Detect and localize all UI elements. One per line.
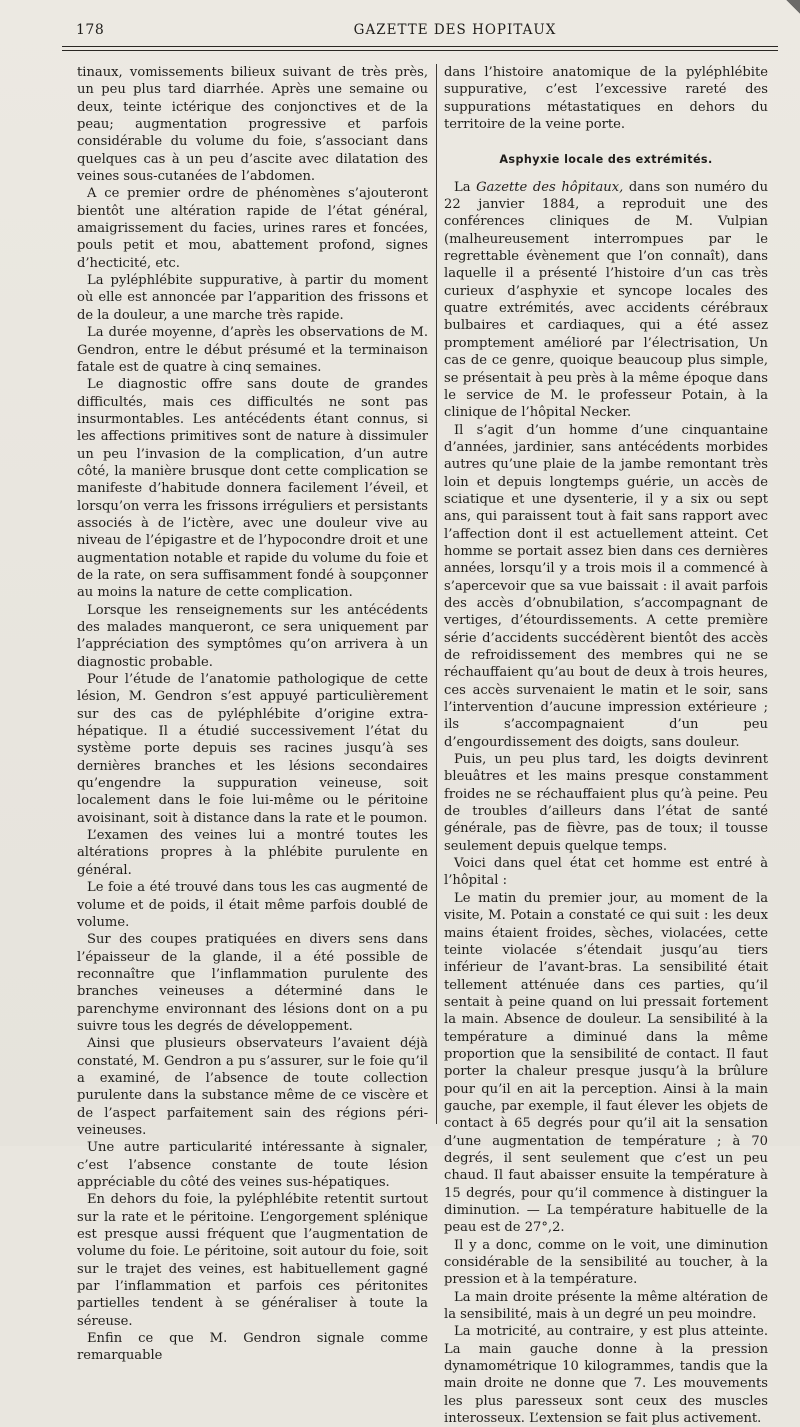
paragraph: Il s’agit d’un homme d’une cinquantaine d’années, jardinier, sans antécédents morbides autres qu’une plaie de la jambe remontant très loin et depuis longtemps guérie, un accès de sciatique et une dysenterie, il y a six ou sept ans, qui paraissent tout à fait sans rapport avec l’affection dont il est actuellement atteint. Cet homme se portait assez bien dans ces dernières années, lorsqu’il y a trois mois il a commencé à s’apercevoir que sa vue baissait : il avait parfois des accès d’obnubilation, s’accompagnant de vertiges, d’étourdissements. A cette première série d’accidents succédèrent bientôt des accès de refroidissement des membres qui ne se réchauffaient qu’au bout de deux à trois heures, ces accès survenaient le matin et le soir, sans l’intervention d’aucune impression extérieure ; ils s’accompagnaient d’un peu d’engourdissement des doigts, sans douleur. bbox=[444, 422, 768, 750]
text-run: La bbox=[454, 179, 477, 195]
journal-name-italic: Gazette des hôpitaux, bbox=[476, 179, 624, 195]
paragraph: La main droite présente la même altération de la sensibilité, mais à un degré un peu moindre. bbox=[444, 1289, 768, 1323]
paragraph: Le diagnostic offre sans doute de grandes difficultés, mais ces difficultés ne sont pas insurmontables. Les antécédents étant connus, si les affections primitives sont de nature à dissimuler un peu l’invasion de la complication, d’un autre côté, la manière brusque dont cette complication se manifeste d’habitude donnera facilement l’éveil, et lorsqu’on verra les frissons irréguliers et persistants associés à de l’ictère, avec une douleur vive au niveau de l’épigastre et de l’hypocondre droit et une augmentation notable et rapide du volume du foie et de la rate, on sera suffisamment fondé à soupçonner au moins la nature de cette complication. bbox=[77, 377, 428, 601]
section-title: Asphyxie locale des extrémités. bbox=[499, 153, 713, 167]
paragraph: La pyléphlébite suppurative, à partir du moment où elle est annoncée par l’apparition des frissons et de la douleur, a une marche très rapide. bbox=[77, 273, 428, 323]
paragraph: Ainsi que plusieurs observateurs l’avaient déjà constaté, M. Gendron a pu s’assurer, sur le foie qu’il a examiné, de l’absence de toute collection purulente dans la substance même de ce viscère et de l’aspect parfaitement sain des régions péri-veineuses. bbox=[77, 1036, 428, 1138]
paragraph: L’examen des veines lui a montré toutes les altérations propres à la phlébite purulente en général. bbox=[77, 828, 428, 878]
paragraph: Sur des coupes pratiquées en divers sens dans l’épaisseur de la glande, il a été possible de reconnaître que l’inflammation purulente des branches veineuses a déterminé dans le parenchyme environnant des lésions dont on a pu suivre tous les degrés de développement. bbox=[77, 932, 428, 1034]
text-run: dans son numéro du 22 janvier 1884, a reproduit une des conférences cliniques de M. Vulpian (malheureusement interrompues par le regrettable évènement que l’on connaît), dans laquelle il a présenté l’histoire d’un cas très curieux d’asphyxie et syncope locales des quatre extrémités, avec accidents cérébraux bulbaires et cardiaques, qui a été assez promptement amélioré par l’électrisation, Un cas de ce genre, quoique beaucoup plus simple, se présentait à peu près à la même époque dans le service de M. le professeur Potain, à la clinique de l’hôpital Necker. bbox=[444, 179, 769, 421]
paragraph: En dehors du foie, la pyléphlébite retentit surtout sur la rate et le péritoine. L’engorgement splénique est presque aussi fréquent que l’augmentation de volume du foie. Le péritoine, soit autour du foie, soit sur le trajet des veines, est habituellement gagné par l’inflammation et parfois ces péritonites partielles tendent à se généraliser à toute la séreuse. bbox=[77, 1192, 428, 1329]
page-corner-mark bbox=[786, 0, 800, 14]
paragraph: Le matin du premier jour, au moment de la visite, M. Potain a constaté ce qui suit : les deux mains étaient froides, sèches, violacées, cette teinte violacée s’étendait jusqu’au tiers inférieur de l’avant-bras. La sensibilité était tellement atténuée dans ces parties, qu’il sentait à peine quand on lui pressait fortement la main. Absence de douleur. La sensibilité à la température a diminué dans la même proportion que la sensibilité de contact. Il faut porter la chaleur presque jusqu’à la brûlure pour qu’il en ait la perception. Ainsi à la main gauche, par exemple, il faut élever les objets de contact à 65 degrés pour qu’il ait la sensation d’une augmentation de température ; à 70 degrés, il sent seulement que c’est un peu chaud. Il faut abaisser ensuite la température à 15 degrés, pour qu’il commence à distinguer la diminution. — La température habituelle de la peau est de 27°,2. bbox=[444, 890, 768, 1236]
right-column bbox=[444, 64, 769, 1427]
running-title: GAZETTE DES HOPITAUX bbox=[353, 22, 557, 38]
paragraph: A ce premier ordre de phénomènes s’ajouteront bientôt une altération rapide de l’état général, amaigrissement du facies, urines rares et foncées, pouls petit et mou, abattement profond, signes d’hecticité, etc. bbox=[77, 186, 428, 271]
paragraph: Lorsque les renseignements sur les antécédents des malades manqueront, ce sera uniquement par l’appréciation des symptômes qu’on arrivera à un diagnostic probable. bbox=[77, 602, 428, 670]
paragraph: La durée moyenne, d’après les observations de M. Gendron, entre le début présumé et la terminaison fatale est de quatre à cinq semaines. bbox=[77, 325, 428, 375]
paragraph bbox=[444, 179, 768, 422]
paragraph: Une autre particularité intéressante à signaler, c’est l’absence constante de toute lésion appréciable du côté des veines sus-hépatiques. bbox=[77, 1140, 428, 1190]
header-rule-bottom bbox=[62, 50, 778, 51]
page-header bbox=[62, 18, 778, 58]
paragraph: Enfin ce que M. Gendron signale comme remarquable bbox=[77, 1331, 428, 1364]
header-rule-top bbox=[62, 46, 778, 47]
paragraph: Voici dans quel état cet homme est entré à l’hôpital : bbox=[444, 856, 768, 889]
paragraph: Il y a donc, comme on le voit, une diminution considérable de la sensibilité au toucher, à la pression et à la température. bbox=[444, 1237, 768, 1288]
left-column bbox=[77, 64, 428, 1364]
column-divider bbox=[436, 64, 437, 1124]
page-number: 178 bbox=[76, 22, 105, 38]
paragraph: Puis, un peu plus tard, les doigts devinrent bleuâtres et les mains presque constamment froides ne se réchauffaient plus qu’à peine. Peu de troubles d’ailleurs dans l’état de santé générale, pas de fièvre, pas de toux; il tousse seulement depuis quelque temps. bbox=[444, 752, 768, 854]
paragraph: tinaux, vomissements bilieux suivant de très près, un peu plus tard diarrhée. Après une semaine ou deux, teinte ictérique des conjonctives et de la peau; augmentation progressive et parfois considérable du volume du foie, s’associant dans quelques cas à un peu d’ascite avec dilatation des veines sous-cutanées de l’abdomen. bbox=[77, 65, 428, 185]
paragraph: Le foie a été trouvé dans tous les cas augmenté de volume et de poids, il était même parfois doublé de volume. bbox=[77, 880, 428, 930]
paragraph: dans l’histoire anatomique de la pyléphlébite suppurative, c’est l’excessive rareté des suppurations métastatiques en dehors du territoire de la veine porte. bbox=[444, 65, 768, 133]
paragraph: Pour l’étude de l’anatomie pathologique de cette lésion, M. Gendron s’est appuyé particulièrement sur des cas de pyléphlébite d’origine extra-hépatique. Il a étudié successivement l’état du système porte depuis ses racines jusqu’à ses dernières branches et les lésions secondaires qu’engendre la suppuration veineuse, soit localement dans le foie lui-même ou le péritoine avoisinant, soit à distance dans la rate et le poumon. bbox=[77, 672, 428, 826]
paragraph: La motricité, au contraire, y est plus atteinte. La main gauche donne à la pression dynamométrique 10 kilogrammes, tandis que la main droite ne donne que 7. Les mouvements les plus paresseux sont ceux des muscles interosseux. L’extension se fait plus activement. bbox=[444, 1324, 768, 1427]
